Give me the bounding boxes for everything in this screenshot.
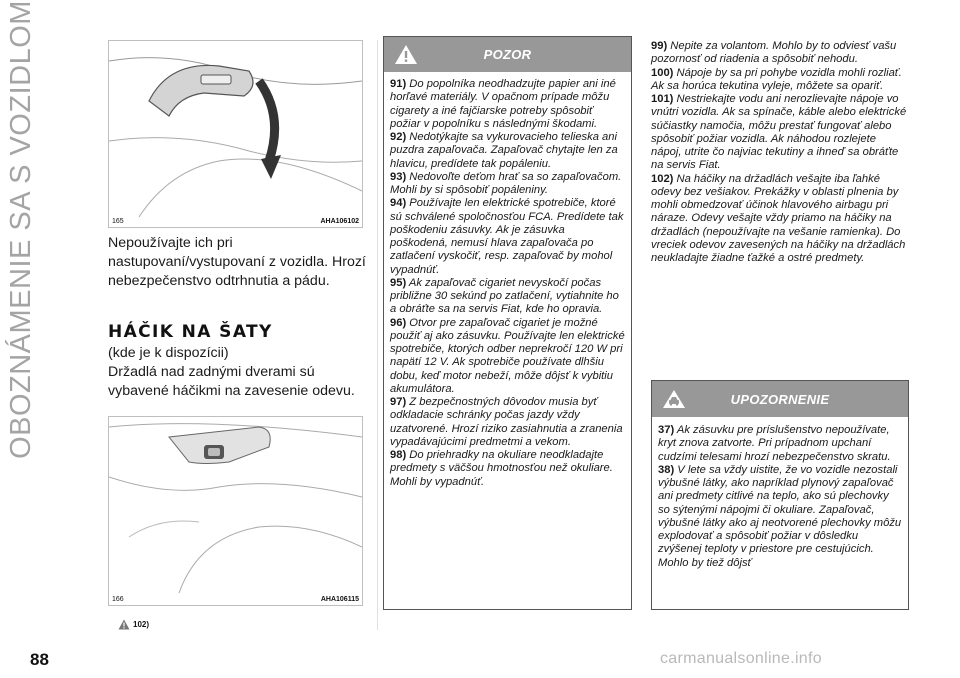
caution-box-body bbox=[384, 78, 631, 489]
warning-item-text: Z bezpečnostných dôvodov musia byť odkladacie schránky počas jazdy vždy uzatvorené. Hrozí riziko zasiahnutia a zranenia vypadávajúcimi predmetmi a vekom. bbox=[390, 396, 623, 448]
caution-box bbox=[383, 36, 632, 610]
figure-166-caption bbox=[109, 596, 362, 603]
caution-box-header bbox=[384, 37, 631, 72]
warning-item bbox=[651, 67, 909, 94]
warning-item-number: 101) bbox=[651, 93, 674, 105]
warning-item-number: 100) bbox=[651, 66, 674, 79]
section-heading: HÁČIK NA ŠATY bbox=[108, 322, 273, 342]
car-warning-icon bbox=[652, 389, 696, 409]
warning-item bbox=[651, 93, 909, 173]
warning-item-number: 92) bbox=[390, 131, 407, 143]
warning-item bbox=[651, 40, 909, 67]
paragraph-handles-warning: Nepoužívajte ich pri nastupovaní/vystupovaní z vozidla. Hrozí nebezpečenstvo odtrhnutia a pádu. bbox=[108, 235, 366, 289]
warning-item bbox=[390, 449, 625, 489]
notice-box-header bbox=[652, 381, 908, 417]
warning-item-text: V lete sa vždy uistite, že vo vozidle nezostali výbušné látky, ako napríklad plynový zapaľovač ani predmety citlivé na teplo, ako sú plechovky so sýtenými nápojmi či okuliare. Zapaľovač, výbušné látky ako aj neotvorené plechovky môžu explodovať a spôsobiť požiar v dôsledku zvýšenej teploty v priestore pre cestujúcich. Mohlo by tiež dôjsť bbox=[658, 463, 902, 569]
warning-item-number: 102) bbox=[651, 172, 674, 185]
warning-item-number: 98) bbox=[390, 449, 407, 461]
column-divider bbox=[377, 40, 378, 630]
column-3-warnings bbox=[651, 40, 909, 265]
page-number: 88 bbox=[30, 650, 49, 669]
figure-number: 165 bbox=[112, 218, 124, 225]
warning-item-number: 99) bbox=[651, 40, 668, 52]
notice-box-title: UPOZORNENIE bbox=[730, 391, 830, 407]
grab-handle-illustration bbox=[109, 41, 362, 217]
warning-item-text: Nestriekajte vodu ani nerozlievajte nápoje vo vnútri vozidla. Ak sa spínače, káble alebo elektrické súčiastky namočia, môžu prestať fungovať alebo spôsobiť požiar vozidla. Ak náhodou rozlejete nápoj, utrite čo najviac tekutiny a ihneď sa obráťte na servis Fiat. bbox=[651, 93, 907, 172]
warning-item-text: Ak zapaľovač cigariet nevyskočí počas približne 30 sekúnd po zatlačení, vytiahnite ho a obráťte sa na servis Fiat, kde ho opravia. bbox=[390, 276, 619, 316]
warning-item-text: Otvor pre zapaľovač cigariet je možné použiť aj ako zásuvku. Používajte len elektrické spotrebiče, ktorých odber neprekročí 120 W pri napätí 12 V. Ak spotrebiče používate dlhšiu dobu, keď motor nebeží, môže dôjsť k vybitiu akumulátora. bbox=[390, 316, 625, 395]
warning-item-number: 94) bbox=[390, 197, 407, 210]
notice-box-body bbox=[652, 424, 908, 570]
warning-item-number: 91) bbox=[390, 78, 407, 90]
warning-item-number: 96) bbox=[390, 316, 407, 329]
chapter-side-title bbox=[2, 0, 40, 459]
warning-item-number: 95) bbox=[390, 276, 407, 289]
figure-165 bbox=[108, 40, 363, 228]
warning-item-text: Nápoje by sa pri pohybe vozidla mohli rozliať. Ak sa horúca tekutina vyleje, môžete sa opariť. bbox=[651, 66, 902, 92]
warning-item-text: Do popolníka neodhadzujte papier ani iné horľavé materiály. V opačnom prípade môžu cigarety a iné fajčiarske potreby spôsobiť požiar v popolníku s následnými škodami. bbox=[390, 78, 616, 130]
warning-item-number: 97) bbox=[390, 396, 407, 408]
paragraph-coat-hooks: Držadlá nad zadnými dverami sú vybavené háčikmi na zavesenie odevu. bbox=[108, 364, 355, 399]
warning-item-text: Používajte len elektrické spotrebiče, ktoré sú schválené spoločnosťou FCA. Predídete tak poškodeniu zásuvky. Ak je zásuvka poškodená, nemusí hlava zapaľovača po zatlačení vyskočiť, resp. zapaľovač by mohol vypadnúť. bbox=[390, 197, 624, 276]
warning-item bbox=[390, 396, 625, 449]
coat-hook-illustration bbox=[109, 417, 362, 593]
figure-166 bbox=[108, 416, 363, 606]
chapter-title-text: OBOZNÁMENIE SA S VOZIDLOM bbox=[4, 0, 37, 459]
warning-item bbox=[390, 197, 625, 277]
warning-item-number: 38) bbox=[658, 463, 675, 476]
figure-number: 166 bbox=[112, 596, 124, 603]
paragraph-availability: (kde je k dispozícii) bbox=[108, 345, 229, 361]
watermark: carmanualsonline.info bbox=[660, 650, 822, 667]
warning-item bbox=[390, 317, 625, 397]
note-reference-number: 102) bbox=[133, 620, 150, 629]
warning-item bbox=[390, 171, 625, 198]
warning-item bbox=[651, 173, 909, 266]
warning-triangle-icon bbox=[384, 44, 428, 65]
warning-item-text: Nedovoľte deťom hrať sa so zapaľovačom. Mohli by si spôsobiť popáleniny. bbox=[390, 170, 622, 196]
warning-triangle-icon bbox=[118, 619, 130, 630]
notice-box bbox=[651, 380, 909, 610]
caution-box-title: POZOR bbox=[483, 47, 532, 62]
warning-item bbox=[658, 424, 902, 464]
warning-item-text: Do priehradky na okuliare neodkladajte predmety s väčšou hmotnosťou než okuliare. Mohli by vypadnúť. bbox=[390, 449, 613, 488]
warning-item-number: 37) bbox=[658, 424, 675, 436]
warning-item bbox=[390, 78, 625, 131]
figure-165-caption bbox=[109, 218, 362, 225]
warning-item-number: 93) bbox=[390, 170, 407, 183]
warning-item bbox=[390, 131, 625, 171]
warning-item-text: Nepite za volantom. Mohlo by to odviesť vašu pozornosť od riadenia a spôsobiť nehodu. bbox=[651, 40, 897, 66]
note-reference bbox=[118, 619, 149, 630]
warning-item-text: Nedotýkajte sa vykurovacieho telieska ani puzdra zapaľovača. Zapaľovač chytajte len za hlavicu, predídete tak popáleniu. bbox=[390, 131, 618, 170]
warning-item bbox=[390, 277, 625, 317]
figure-code: AHA106102 bbox=[320, 218, 359, 225]
warning-item bbox=[658, 464, 902, 570]
figure-code: AHA106115 bbox=[320, 596, 359, 603]
warning-item-text: Na háčiky na držadlách vešajte iba ľahké odevy bez vešiakov. Prekážky v oblasti plnenia by mohli obmedzovať účinok hlavového airbagu pri náraze. Odevy vešajte vždy priamo na háčiky na držadlách (nepoužívajte na vešanie ramienka). Do vreciek odevov zavesených na háčiky na držadlách neukladajte žiadne ťažké a ostré predmety. bbox=[651, 172, 906, 264]
warning-item-text: Ak zásuvku pre príslušenstvo nepoužívate, kryt znova zatvorte. Pri prípadnom upchaní cudzími telesami hrozí nebezpečenstvo skratu. bbox=[658, 424, 891, 463]
